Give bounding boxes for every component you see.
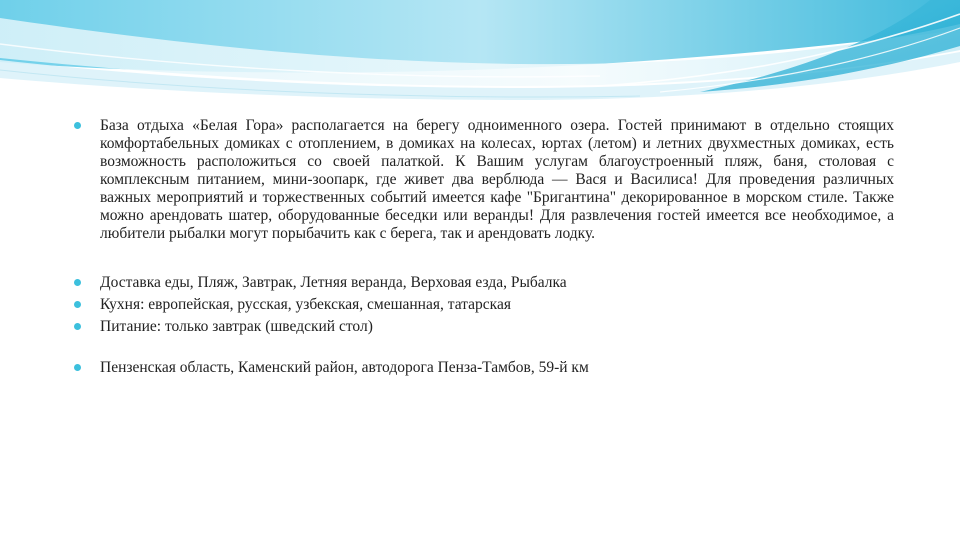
bullet-meals (70, 318, 894, 336)
bullet-dot-icon (74, 364, 81, 371)
header-wave-decoration (0, 0, 960, 110)
cuisine-text: Кухня: европейская, русская, узбекская, смешанная, татарская (100, 296, 511, 313)
meals-text: Питание: только завтрак (шведский стол) (100, 318, 373, 335)
description-text: База отдыха «Белая Гора» располагается на берегу одноименного озера. Гостей принимают в отдельно стоящих комфортабельных домиках с отоплением, в домиках на колесах, юртах (летом) и летних двухместных домиках, есть возможность расположиться со своей палаткой. К Вашим услугам благоустроенный пляж, баня, столовая с комплексным питанием, мини-зоопарк, где живет два верблюда — Вася и Василиса! Для проведения различных важных мероприятий и торжественных событий имеется кафе "Бригантина" декорированное в морском стиле. Также можно арендовать шатер, оборудованные беседки или веранды! Для развлечения гостей имеется все необходимое, а любители рыбалки могут порыбачить как с берега, так и арендовать лодку. (100, 117, 894, 242)
address-text: Пензенская область, Каменский район, автодорога Пенза-Тамбов, 59-й км (100, 359, 589, 376)
bullet-dot-icon (74, 301, 81, 308)
bullet-dot-icon (74, 122, 81, 129)
services-text: Доставка еды, Пляж, Завтрак, Летняя веранда, Верховая езда, Рыбалка (100, 274, 567, 291)
bullet-address (70, 359, 894, 377)
bullet-dot-icon (74, 323, 81, 330)
bullet-cuisine (70, 296, 894, 314)
bullet-services (70, 274, 894, 292)
bullet-dot-icon (74, 279, 81, 286)
bullet-list (70, 117, 894, 377)
bullet-description (70, 117, 894, 243)
